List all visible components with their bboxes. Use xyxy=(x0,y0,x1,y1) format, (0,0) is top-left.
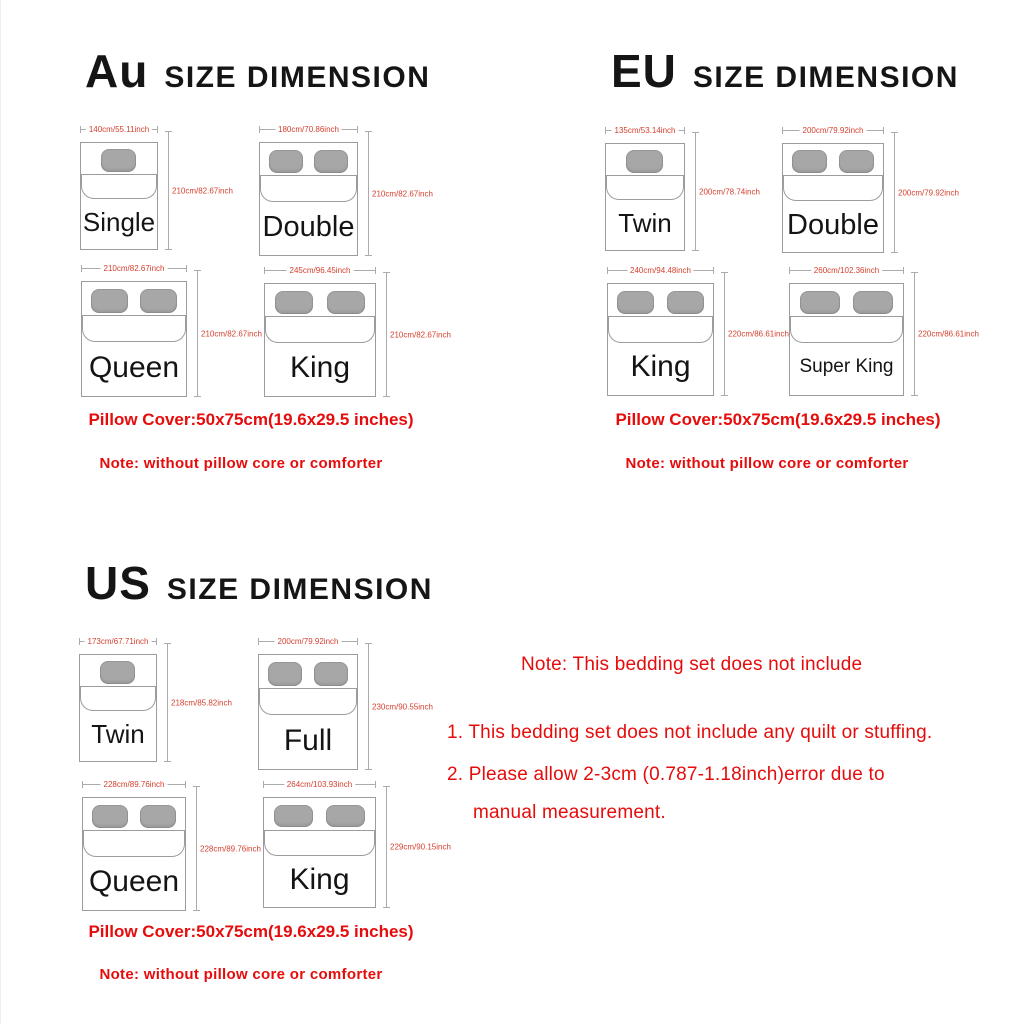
bedding-note-item-2: 2. Please allow 2-3cm (0.787-1.18inch)error due to xyxy=(447,764,885,785)
height-dimension-line xyxy=(197,270,262,397)
height-dimension-label: 210cm/82.67inch xyxy=(201,329,262,338)
sheet-curve-line xyxy=(264,830,375,856)
width-dimension-line xyxy=(264,266,376,275)
eu-pillow-cover-note: Pillow Cover:50x75cm(19.6x29.5 inches) xyxy=(615,410,941,429)
bed-size-name: Twin xyxy=(91,719,145,749)
bed-size-name: Twin xyxy=(618,208,672,238)
pillow-icon xyxy=(626,150,663,172)
bed-diagram xyxy=(789,283,904,396)
bed-figure-eu-super-king xyxy=(789,266,979,396)
us-size-dimension-label: SIZE DIMENSION xyxy=(166,573,433,606)
us-section-title xyxy=(85,556,433,610)
pillow-icon xyxy=(101,149,137,171)
height-dimension-label: 228cm/89.76inch xyxy=(200,844,261,853)
width-dimension-line xyxy=(263,780,376,789)
bed-size-name: Double xyxy=(262,210,355,243)
bedding-note-item-2-continued: manual measurement. xyxy=(473,802,666,823)
width-dimension-label: 245cm/96.45inch xyxy=(287,266,354,275)
eu-size-dimension-label: SIZE DIMENSION xyxy=(692,61,959,94)
bed-diagram xyxy=(259,142,358,256)
sheet-curve-line xyxy=(783,175,883,201)
pillow-icon xyxy=(617,291,654,314)
height-dimension-line xyxy=(386,786,451,908)
width-dimension-line xyxy=(81,264,187,273)
sheet-curve-line xyxy=(606,175,684,200)
bed-diagram xyxy=(79,654,157,762)
pillow-icon xyxy=(269,150,303,174)
width-dimension-line xyxy=(789,266,904,275)
bed-diagram xyxy=(263,797,376,908)
height-dimension-line xyxy=(724,272,789,396)
bed-figure-us-twin xyxy=(79,637,232,762)
eu-section-title xyxy=(611,44,959,98)
pillow-icon xyxy=(800,291,840,314)
bed-figure-au-double xyxy=(259,125,433,256)
bed-figure-us-full xyxy=(258,637,433,770)
width-dimension-label: 135cm/53.14inch xyxy=(612,126,679,135)
pillow-icon xyxy=(667,291,704,314)
width-dimension-label: 200cm/79.92inch xyxy=(275,637,342,646)
pillow-icon xyxy=(140,805,176,829)
bed-figure-au-single xyxy=(80,125,233,250)
sheet-curve-line xyxy=(790,316,903,343)
sheet-curve-line xyxy=(259,688,357,715)
height-dimension-label: 210cm/82.67inch xyxy=(390,330,451,339)
height-dimension-label: 220cm/86.61inch xyxy=(918,329,979,339)
pillow-icon xyxy=(853,291,893,314)
bed-size-name: Full xyxy=(283,723,333,757)
bed-figure-us-king xyxy=(263,780,451,908)
sheet-curve-line xyxy=(83,830,185,857)
bed-diagram xyxy=(258,654,358,770)
pillow-icon xyxy=(268,662,302,686)
sheet-curve-line xyxy=(608,316,713,343)
pillow-icon xyxy=(327,291,366,315)
width-dimension-label: 240cm/94.48inch xyxy=(627,266,694,275)
pillow-icon xyxy=(326,805,365,828)
pillow-icon xyxy=(839,150,874,173)
au-comforter-note: Note: without pillow core or comforter xyxy=(99,455,383,472)
bed-size-name: Super King xyxy=(799,356,894,378)
width-dimension-line xyxy=(258,637,358,646)
bed-figure-au-queen xyxy=(81,264,262,397)
bed-size-name: Queen xyxy=(88,865,180,898)
height-dimension-label: 230cm/90.55inch xyxy=(372,702,433,711)
height-dimension-line xyxy=(386,272,451,397)
width-dimension-label: 260cm/102.36inch xyxy=(811,266,882,275)
bedding-note-item-1: 1. This bedding set does not include any quilt or stuffing. xyxy=(447,722,933,743)
pillow-icon xyxy=(275,291,314,315)
au-pillow-cover-note: Pillow Cover:50x75cm(19.6x29.5 inches) xyxy=(88,410,414,429)
us-region-label: US xyxy=(85,557,151,609)
width-dimension-label: 200cm/79.92inch xyxy=(800,126,867,135)
height-dimension-line xyxy=(168,131,233,250)
width-dimension-label: 180cm/70.86inch xyxy=(275,125,342,134)
width-dimension-label: 173cm/67.71inch xyxy=(85,637,152,646)
pillow-icon xyxy=(314,662,348,686)
height-dimension-line xyxy=(695,132,760,251)
bed-diagram xyxy=(605,143,685,251)
height-dimension-label: 218cm/85.82inch xyxy=(171,698,232,707)
sheet-curve-line xyxy=(265,316,375,343)
width-dimension-label: 140cm/55.11inch xyxy=(86,125,152,134)
bed-diagram xyxy=(80,142,158,250)
au-region-label: Au xyxy=(85,45,149,97)
bed-size-name: King xyxy=(630,350,691,384)
bed-size-name: Double xyxy=(787,208,879,241)
bed-figure-eu-twin xyxy=(605,126,760,251)
pillow-icon xyxy=(792,150,827,173)
width-dimension-label: 264cm/103.93inch xyxy=(284,780,355,789)
bed-diagram xyxy=(782,143,884,253)
height-dimension-line xyxy=(368,643,433,770)
bed-size-name: Single xyxy=(82,207,156,237)
width-dimension-line xyxy=(79,637,157,646)
width-dimension-line xyxy=(80,125,158,134)
width-dimension-line xyxy=(607,266,714,275)
au-section-title xyxy=(85,44,430,98)
height-dimension-line xyxy=(196,786,261,911)
sheet-curve-line xyxy=(81,174,157,199)
bed-size-name: Queen xyxy=(88,350,180,384)
height-dimension-line xyxy=(167,643,232,762)
bed-diagram xyxy=(81,281,187,397)
bed-diagram xyxy=(607,283,714,396)
height-dimension-label: 210cm/82.67inch xyxy=(172,186,233,195)
bed-diagram xyxy=(264,283,376,397)
bedding-note-heading: Note: This bedding set does not include xyxy=(521,654,863,675)
pillow-icon xyxy=(274,805,313,828)
pillow-icon xyxy=(140,289,176,313)
bed-diagram xyxy=(82,797,186,911)
sheet-curve-line xyxy=(260,175,357,202)
pillow-icon xyxy=(91,289,127,313)
bed-figure-us-queen xyxy=(82,780,261,911)
width-dimension-line xyxy=(605,126,685,135)
width-dimension-line xyxy=(82,780,186,789)
pillow-icon xyxy=(100,661,136,683)
height-dimension-label: 200cm/78.74inch xyxy=(699,187,760,196)
sheet-curve-line xyxy=(80,686,156,711)
height-dimension-label: 220cm/86.61inch xyxy=(728,329,789,339)
height-dimension-label: 229cm/90.15inch xyxy=(390,842,451,852)
height-dimension-label: 210cm/82.67inch xyxy=(372,189,433,198)
width-dimension-line xyxy=(259,125,358,134)
width-dimension-label: 210cm/82.67inch xyxy=(101,264,168,273)
pillow-icon xyxy=(314,150,348,174)
bed-size-name: King xyxy=(289,862,350,896)
height-dimension-line xyxy=(368,131,433,256)
us-comforter-note: Note: without pillow core or comforter xyxy=(99,966,383,983)
eu-comforter-note: Note: without pillow core or comforter xyxy=(625,455,909,472)
bed-figure-eu-king xyxy=(607,266,789,396)
sheet-curve-line xyxy=(82,315,186,342)
bed-size-name: King xyxy=(289,351,351,384)
height-dimension-line xyxy=(894,132,959,253)
bed-figure-au-king xyxy=(264,266,451,397)
height-dimension-label: 200cm/79.92inch xyxy=(898,188,959,197)
au-size-dimension-label: SIZE DIMENSION xyxy=(164,61,431,94)
width-dimension-label: 228cm/89.76inch xyxy=(101,780,168,789)
eu-region-label: EU xyxy=(611,45,677,97)
height-dimension-line xyxy=(914,272,979,396)
us-pillow-cover-note: Pillow Cover:50x75cm(19.6x29.5 inches) xyxy=(88,922,414,941)
bed-figure-eu-double xyxy=(782,126,959,253)
pillow-icon xyxy=(92,805,128,829)
width-dimension-line xyxy=(782,126,884,135)
